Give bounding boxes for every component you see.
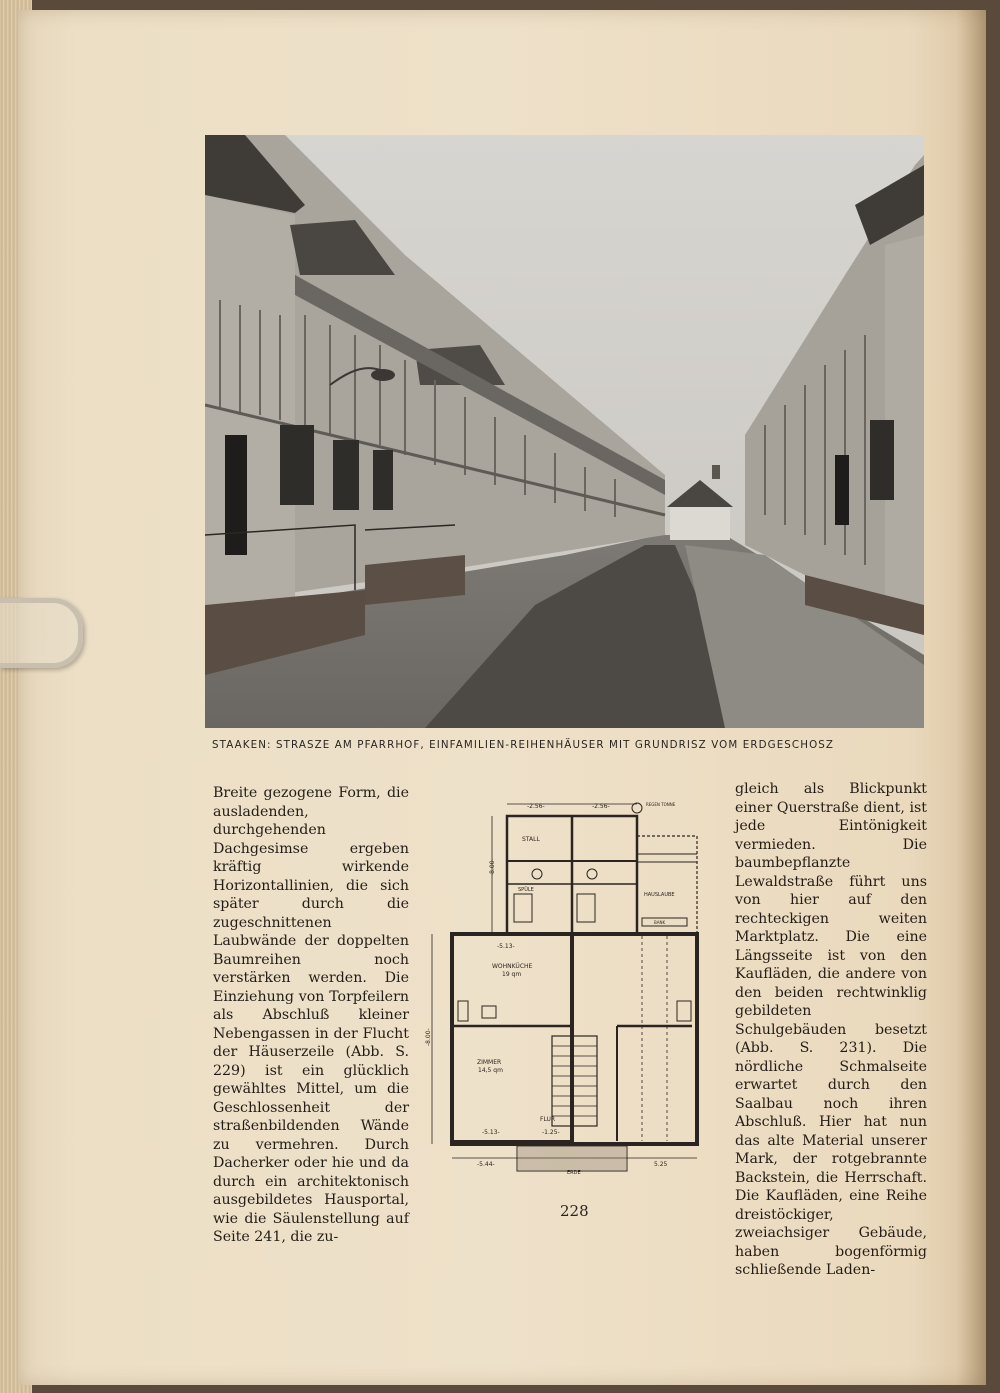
right-text-column	[735, 780, 927, 1280]
right-column-paragraph: gleich als Blickpunkt einer Querstraße dient, ist jede Eintönigkeit vermieden. Die baumbepflanzte Lewaldstraße führt uns von hier auf den rechteckigen weiten Marktplatz. Die eine Längsseite ist von den Kaufläden, die andere von den beiden rechtwinklig gebildeten Schulgebäuden besetzt (Abb. S. 231). Die nördliche Schmalseite erwartet durch den Saalbau noch ihren Abschluß. Hier hat nun das alte Material unserer Mark, der rotgebrannte Backstein, die Herrschaft. Die Kaufläden, eine Reihe dreistöckiger, zweiachsiger Gebäude, haben bogenförmig schließende Laden-	[735, 781, 927, 1278]
plan-dim-foot-2: 5.25	[654, 1161, 668, 1168]
plan-dim-top-1: -2.56-	[527, 803, 545, 810]
left-text-column	[213, 784, 409, 1247]
street-photograph	[205, 135, 924, 728]
plan-spuele-label: SPÜLE	[518, 887, 534, 893]
plan-wohnkueche-label: WOHNKÜCHE	[492, 963, 533, 970]
plan-hauslaube-label: HAUSLAUBE	[644, 892, 675, 898]
paper-clip-icon	[0, 598, 83, 668]
plan-dim-bottom: -5.13-	[482, 1129, 500, 1136]
plan-erde-label: ERDE	[567, 1170, 581, 1176]
left-column-paragraph: Breite gezogene Form, die ausladenden, durchgehenden Dachgesimse ergeben kräftig wirkende Horizontallinien, die sich später durch die zugeschnittenen Laubwände der doppelten Baumreihen noch verstärken werden. Die Einziehung von Torpfeilern als Abschluß kleiner Nebengassen in der Flucht der Häuserzeile (Abb. S. 229) ist ein glücklich gewähltes Mittel, um die Geschlossenheit der straßenbildenden Wände zu vermehren. Durch Dacherker oder hie und da durch ein architektonisch ausgebildetes Hausportal, wie die Säulenstellung auf Seite 241, die zu-	[213, 785, 409, 1245]
floor-plan-drawing	[422, 796, 718, 1176]
photo-caption: STAAKEN: STRASZE AM PFARRHOF, EINFAMILIEN-REIHENHÄUSER MIT GRUNDRISZ VOM ERDGESCHOSZ	[212, 739, 835, 751]
plan-wohnkueche-area: 19 qm	[502, 971, 522, 978]
plan-dim-foot-1: -5.44-	[477, 1161, 495, 1168]
plan-regen-label: REGEN TONNE	[646, 802, 676, 807]
plan-dim-left-1: -8.00-	[489, 858, 496, 876]
plan-dim-top-2: -2.56-	[592, 803, 610, 810]
page-gutter-shadow	[956, 10, 986, 1385]
plan-bank-label: BANK	[654, 920, 666, 925]
plan-dim-left-2: -8.00-	[425, 1028, 432, 1046]
plan-stall-label: STALL	[522, 836, 540, 843]
plan-flur-label: FLUR	[540, 1116, 556, 1123]
plan-zimmer-label: ZIMMER	[477, 1059, 502, 1066]
plan-dim-mid: -5.13-	[497, 943, 515, 950]
plan-dim-bottom-2: -1.25-	[542, 1129, 560, 1136]
page-number: 228	[560, 1202, 589, 1220]
plan-zimmer-area: 14,5 qm	[478, 1067, 503, 1074]
